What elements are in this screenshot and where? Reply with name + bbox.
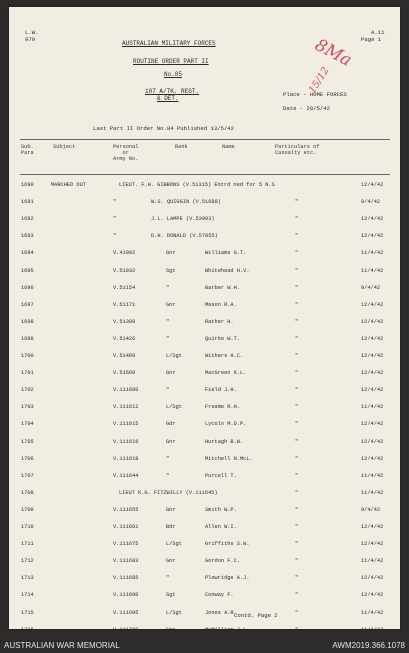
army-number: " bbox=[113, 199, 117, 206]
form-number: 979 bbox=[25, 36, 36, 43]
para-number: 1713 bbox=[21, 575, 34, 582]
particulars: " bbox=[295, 472, 299, 479]
army-number: V.111616 bbox=[113, 438, 139, 445]
particulars: " bbox=[295, 353, 299, 359]
name: Mason R.A. bbox=[205, 301, 237, 308]
rank: L/Sgt bbox=[166, 609, 182, 616]
name: Withers H.C. bbox=[205, 353, 244, 359]
particulars: " bbox=[295, 301, 299, 308]
casualty-date: 12/4/42 bbox=[361, 592, 384, 599]
particulars: " bbox=[295, 438, 299, 445]
para-number: 1696 bbox=[21, 284, 34, 291]
casualty-date: 9/4/42 bbox=[361, 199, 381, 206]
para-number: 1707 bbox=[21, 472, 34, 479]
subject: MARCHED OUT bbox=[51, 182, 86, 188]
handwritten-annotation: 8Ma bbox=[311, 35, 355, 71]
name: Allen W.I. bbox=[205, 524, 237, 530]
para-number: 1709 bbox=[21, 506, 34, 513]
name-entry: W.S. QUIGGIN (V.51688) bbox=[151, 199, 221, 206]
particulars: " bbox=[295, 609, 299, 616]
particulars: " bbox=[295, 558, 299, 565]
army-number: V.111685 bbox=[113, 575, 139, 582]
casualty-date: 11/4/42 bbox=[361, 626, 384, 633]
para-number: 1714 bbox=[21, 592, 34, 599]
para-number: 1708 bbox=[21, 489, 34, 496]
rank: " bbox=[166, 318, 170, 325]
army-number: V.111661 bbox=[113, 524, 139, 530]
army-number: V.111600 bbox=[113, 387, 139, 394]
name: Mitchell N.McL. bbox=[205, 455, 253, 462]
casualty-date: 12/4/42 bbox=[361, 421, 384, 428]
casualty-date: 9/4/42 bbox=[361, 506, 381, 513]
casualty-date: 11/4/42 bbox=[361, 472, 384, 479]
army-number: V.51426 bbox=[113, 335, 136, 342]
name: Whitehead H.V. bbox=[205, 267, 250, 274]
reference: A.11 bbox=[371, 29, 385, 36]
army-number: V.41092 bbox=[113, 250, 136, 257]
name-entry: LIEUT. F.H. GIBBONS (V.51315) Entrd ned for 5 N.S bbox=[119, 182, 275, 188]
unit-line-1: 107 A/TK. REGT. bbox=[145, 88, 200, 95]
name: Lycoln M.D.P. bbox=[205, 421, 247, 428]
footer bbox=[0, 633, 409, 653]
para-number: 1697 bbox=[21, 301, 34, 308]
casualty-date: 12/4/42 bbox=[361, 353, 384, 359]
particulars: " bbox=[295, 575, 299, 582]
para-number: 1693 bbox=[21, 233, 34, 240]
rank: " bbox=[166, 455, 170, 462]
place: Place - HOME FORCES bbox=[283, 91, 347, 98]
casualty-date: 12/4/42 bbox=[361, 216, 384, 223]
particulars: " bbox=[295, 421, 299, 428]
para-number: 1711 bbox=[21, 541, 34, 548]
casualty-date: 11/4/42 bbox=[361, 609, 384, 616]
name: Smith W.P. bbox=[205, 506, 237, 513]
document-page bbox=[9, 7, 400, 633]
casualty-date: 12/4/42 bbox=[361, 541, 384, 548]
army-number: V.51171 bbox=[113, 301, 136, 308]
rank: Gdr bbox=[166, 421, 176, 428]
doc-subtitle: ROUTINE ORDER PART II bbox=[133, 58, 209, 65]
particulars: " bbox=[295, 233, 299, 240]
para-number: 1712 bbox=[21, 558, 34, 565]
para-number: 1692 bbox=[21, 216, 34, 223]
army-number: V.51032 bbox=[113, 267, 136, 274]
casualty-date: 12/4/42 bbox=[361, 335, 384, 342]
particulars: " bbox=[295, 250, 299, 257]
army-number: V.51154 bbox=[113, 284, 136, 291]
rank: Gnr bbox=[166, 438, 176, 445]
name: Plowridge A.J. bbox=[205, 575, 250, 582]
particulars: " bbox=[295, 592, 299, 599]
army-number: V.111695 bbox=[113, 609, 139, 616]
handwritten-annotation-2: 15/12 bbox=[307, 65, 332, 96]
name: Griffiths S.W. bbox=[205, 541, 250, 548]
header-rule-bottom bbox=[20, 174, 390, 175]
rank: Gnr bbox=[166, 558, 176, 565]
para-number: 1690 bbox=[21, 182, 34, 188]
name-entry: J.L. LAMPE (V.53903) bbox=[151, 216, 215, 223]
form-code: L.W. bbox=[25, 29, 39, 36]
last-order: Last Part II Order No.84 Published 13/5/42 bbox=[93, 125, 234, 132]
rank: Gnr bbox=[166, 506, 176, 513]
particulars: " bbox=[295, 404, 299, 411]
header-rule-top bbox=[20, 139, 390, 140]
header-particulars: Particulars of Casualty etc. bbox=[275, 144, 320, 157]
casualty-date: 12/4/42 bbox=[361, 233, 384, 240]
rank: " bbox=[166, 387, 170, 394]
para-number: 1705 bbox=[21, 438, 34, 445]
rank: " bbox=[166, 335, 170, 342]
header-subject: Subject bbox=[53, 144, 76, 150]
name: MacGreen K.L. bbox=[205, 370, 247, 377]
para-number: 1694 bbox=[21, 250, 34, 257]
rank: Gnr bbox=[166, 626, 176, 633]
name: Field J.H. bbox=[205, 387, 237, 394]
name: Jones A.R. bbox=[205, 609, 237, 616]
para-number: 1700 bbox=[21, 353, 34, 359]
particulars: " bbox=[295, 626, 299, 633]
casualty-date: 12/4/42 bbox=[361, 387, 384, 394]
particulars: " bbox=[295, 489, 299, 496]
particulars: " bbox=[295, 335, 299, 342]
doc-title: AUSTRALIAN MILITARY FORCES bbox=[122, 40, 216, 47]
casualty-date: 12/4/42 bbox=[361, 524, 384, 530]
casualty-date: 11/4/42 bbox=[361, 489, 384, 496]
name: Barber W.H. bbox=[205, 284, 240, 291]
army-number: V.111612 bbox=[113, 404, 139, 411]
footer-source: AUSTRALIAN WAR MEMORIAL bbox=[4, 641, 120, 650]
particulars: " bbox=[295, 455, 299, 462]
army-number: V.111780 bbox=[113, 626, 139, 633]
order-number: No.85 bbox=[164, 71, 183, 78]
para-number: 1702 bbox=[21, 387, 34, 394]
para-number: 1715 bbox=[21, 609, 34, 616]
name: Gordon F.C. bbox=[205, 558, 240, 565]
rank: L/Sgt bbox=[166, 353, 182, 359]
particulars: " bbox=[295, 506, 299, 513]
date: Date - 20/5/42 bbox=[283, 105, 330, 112]
army-number: V.111675 bbox=[113, 541, 139, 548]
casualty-date: 9/4/42 bbox=[361, 284, 381, 291]
army-number: V.111655 bbox=[113, 506, 139, 513]
rank: Bdr bbox=[166, 524, 176, 530]
casualty-date: 12/4/42 bbox=[361, 455, 384, 462]
name-entry: D.H. DONALD (V.57855) bbox=[151, 233, 218, 240]
particulars: " bbox=[295, 216, 299, 223]
unit-line-2: & DET. bbox=[157, 95, 179, 102]
casualty-date: 11/4/42 bbox=[361, 267, 384, 274]
page-label: Page 1 bbox=[361, 36, 382, 43]
rank: " bbox=[166, 284, 170, 291]
para-number: 1699 bbox=[21, 335, 34, 342]
header-sub-para: Sub. Para bbox=[21, 144, 34, 157]
casualty-date: 12/4/42 bbox=[361, 370, 384, 377]
rank: L/Sgt bbox=[166, 404, 182, 411]
para-number: 1716 bbox=[21, 626, 34, 633]
name: McMillion J.L. bbox=[205, 626, 250, 633]
name: Rather H. bbox=[205, 318, 234, 325]
army-number: V.111644 bbox=[113, 472, 139, 479]
rank: Sgt bbox=[166, 267, 176, 274]
particulars: " bbox=[295, 541, 299, 548]
name: Quirke W.T. bbox=[205, 335, 240, 342]
name-entry: LIEUT K.G. FITZWILLY (V.111645) bbox=[119, 489, 218, 496]
name: Williams G.T. bbox=[205, 250, 247, 257]
header-rank: Rank bbox=[175, 144, 188, 150]
casualty-date: 11/4/42 bbox=[361, 558, 384, 565]
casualty-date: 12/4/42 bbox=[361, 182, 384, 188]
name: Purcell T. bbox=[205, 472, 237, 479]
particulars: " bbox=[295, 318, 299, 325]
army-number: V.111615 bbox=[113, 421, 139, 428]
army-number: V.111683 bbox=[113, 558, 139, 565]
para-number: 1704 bbox=[21, 421, 34, 428]
rank: Gnr bbox=[166, 370, 176, 377]
army-number: V.51489 bbox=[113, 353, 136, 359]
continued-note: Contd. Page 2 bbox=[234, 612, 278, 619]
para-number: 1701 bbox=[21, 370, 34, 377]
rank: L/Sgt bbox=[166, 541, 182, 548]
header-personal: Personal or Army No. bbox=[113, 144, 139, 163]
particulars: " bbox=[295, 370, 299, 377]
footer-id: AWM2019.366.1078 bbox=[332, 641, 405, 650]
casualty-date: 12/4/42 bbox=[361, 301, 384, 308]
name: Freame R.H. bbox=[205, 404, 240, 411]
particulars: " bbox=[295, 387, 299, 394]
para-number: 1695 bbox=[21, 267, 34, 274]
para-number: 1703 bbox=[21, 404, 34, 411]
particulars: " bbox=[295, 284, 299, 291]
casualty-date: 12/4/42 bbox=[361, 318, 384, 325]
name: Conway F. bbox=[205, 592, 234, 599]
rank: Gnr bbox=[166, 250, 176, 257]
name: Hurtagh B.W. bbox=[205, 438, 244, 445]
rank: Gnr bbox=[166, 301, 176, 308]
army-number: V.111690 bbox=[113, 592, 139, 599]
particulars: " bbox=[295, 199, 299, 206]
para-number: 1710 bbox=[21, 524, 34, 530]
army-number: " bbox=[113, 233, 117, 240]
casualty-date: 12/4/42 bbox=[361, 438, 384, 445]
para-number: 1698 bbox=[21, 318, 34, 325]
casualty-date: 11/4/42 bbox=[361, 250, 384, 257]
rank: " bbox=[166, 575, 170, 582]
army-number: " bbox=[113, 216, 117, 223]
particulars: " bbox=[295, 267, 299, 274]
particulars: " bbox=[295, 524, 299, 530]
rank: Sgt bbox=[166, 592, 176, 599]
rank: " bbox=[166, 472, 170, 479]
army-number: V.111618 bbox=[113, 455, 139, 462]
header-name: Name bbox=[222, 144, 235, 150]
para-number: 1691 bbox=[21, 199, 34, 206]
army-number: V.51660 bbox=[113, 370, 136, 377]
army-number: V.51398 bbox=[113, 318, 136, 325]
casualty-date: 12/4/42 bbox=[361, 575, 384, 582]
casualty-date: 11/4/42 bbox=[361, 404, 384, 411]
para-number: 1706 bbox=[21, 455, 34, 462]
